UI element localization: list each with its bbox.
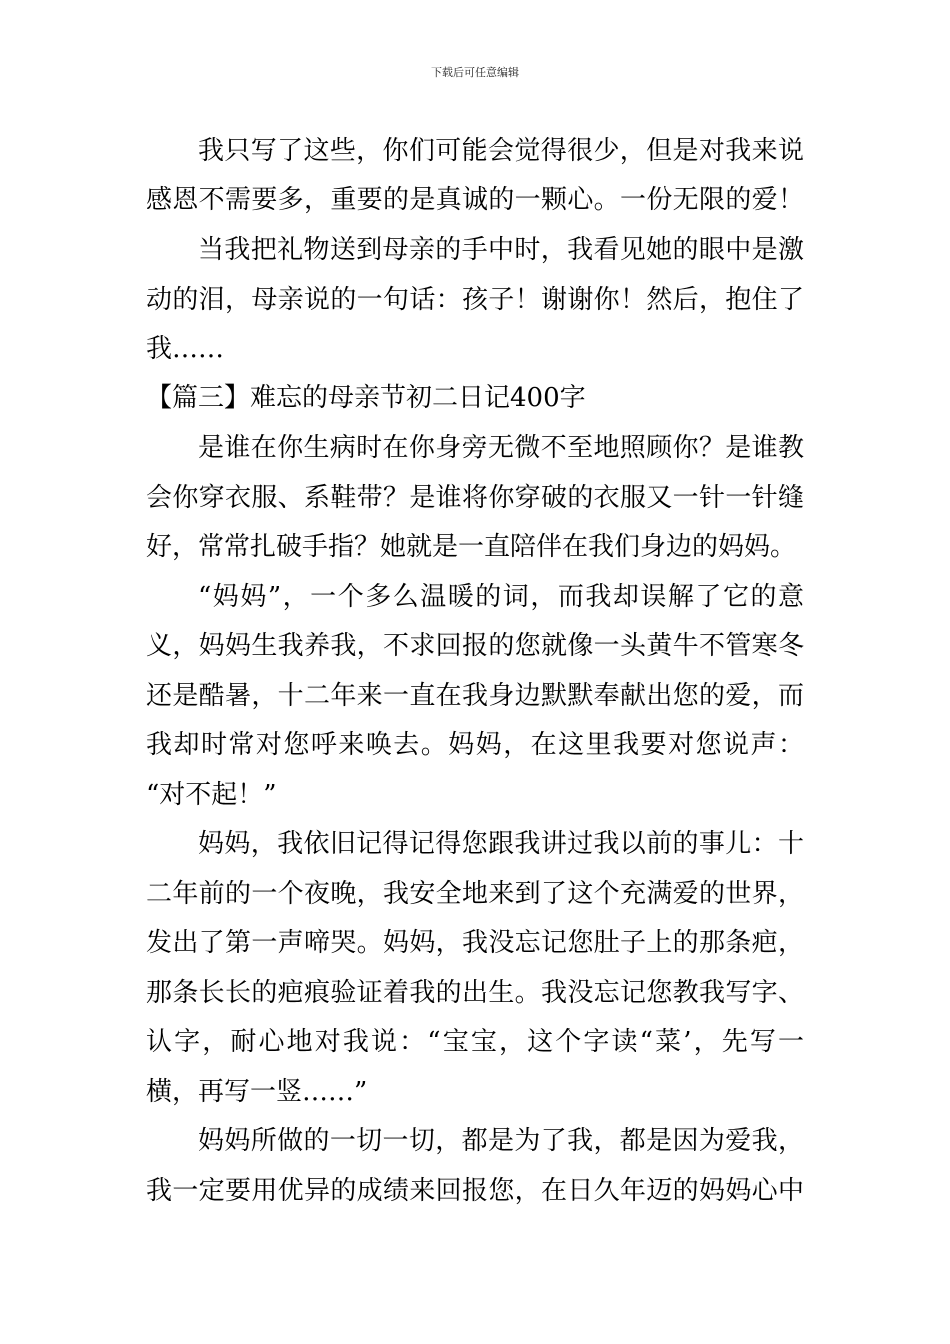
paragraph-line: 还是酷暑，十二年来一直在我身边默默奉献出您的爱，而 bbox=[146, 681, 804, 711]
paragraph-line: “妈妈”，一个多么温暖的词，而我却误解了它的意 bbox=[198, 582, 804, 612]
paragraph-line: 是谁在你生病时在你身旁无微不至地照顾你？是谁教 bbox=[198, 433, 804, 463]
paragraph-line: 我却时常对您呼来唤去。妈妈，在这里我要对您说声： bbox=[146, 730, 804, 760]
paragraph-line: 发出了第一声啼哭。妈妈，我没忘记您肚子上的那条疤， bbox=[146, 928, 804, 958]
paragraph-line: 会你穿衣服、系鞋带？是谁将你穿破的衣服又一针一针缝 bbox=[146, 483, 804, 513]
paragraph-line: 我…… bbox=[146, 334, 225, 364]
paragraph-line: 义，妈妈生我养我，不求回报的您就像一头黄牛不管寒冬 bbox=[146, 631, 804, 661]
paragraph-line: “对不起！” bbox=[146, 780, 277, 810]
paragraph-line: 动的泪，母亲说的一句话：孩子！谢谢你！然后，抱住了 bbox=[146, 285, 804, 315]
paragraph-line: 好，常常扎破手指？她就是一直陪伴在我们身边的妈妈。 bbox=[146, 532, 797, 562]
paragraph-line: 妈妈所做的一切一切，都是为了我，都是因为爱我， bbox=[198, 1126, 804, 1156]
paragraph-line: 我只写了这些，你们可能会觉得很少，但是对我来说 bbox=[198, 136, 804, 166]
paragraph-line: 当我把礼物送到母亲的手中时，我看见她的眼中是激 bbox=[198, 235, 804, 265]
paragraph-line: 二年前的一个夜晚，我安全地来到了这个充满爱的世界， bbox=[146, 879, 804, 909]
paragraph-line: 横，再写一竖……” bbox=[146, 1077, 368, 1107]
paragraph-line: 认字，耐心地对我说：“宝宝，这个字读“菜’，先写一 bbox=[146, 1027, 804, 1057]
paragraph-line: 感恩不需要多，重要的是真诚的一颗心。一份无限的爱！ bbox=[146, 185, 804, 215]
header-note: 下载后可任意编辑 bbox=[431, 66, 519, 79]
paragraph-line: 妈妈，我依旧记得记得您跟我讲过我以前的事儿：十 bbox=[198, 829, 804, 859]
section-heading: 【篇三】难忘的母亲节初二日记400字 bbox=[146, 383, 586, 413]
paragraph-line: 我一定要用优异的成绩来回报您，在日久年迈的妈妈心中 bbox=[146, 1176, 804, 1206]
paragraph-line: 那条长长的疤痕验证着我的出生。我没忘记您教我写字、 bbox=[146, 978, 804, 1008]
